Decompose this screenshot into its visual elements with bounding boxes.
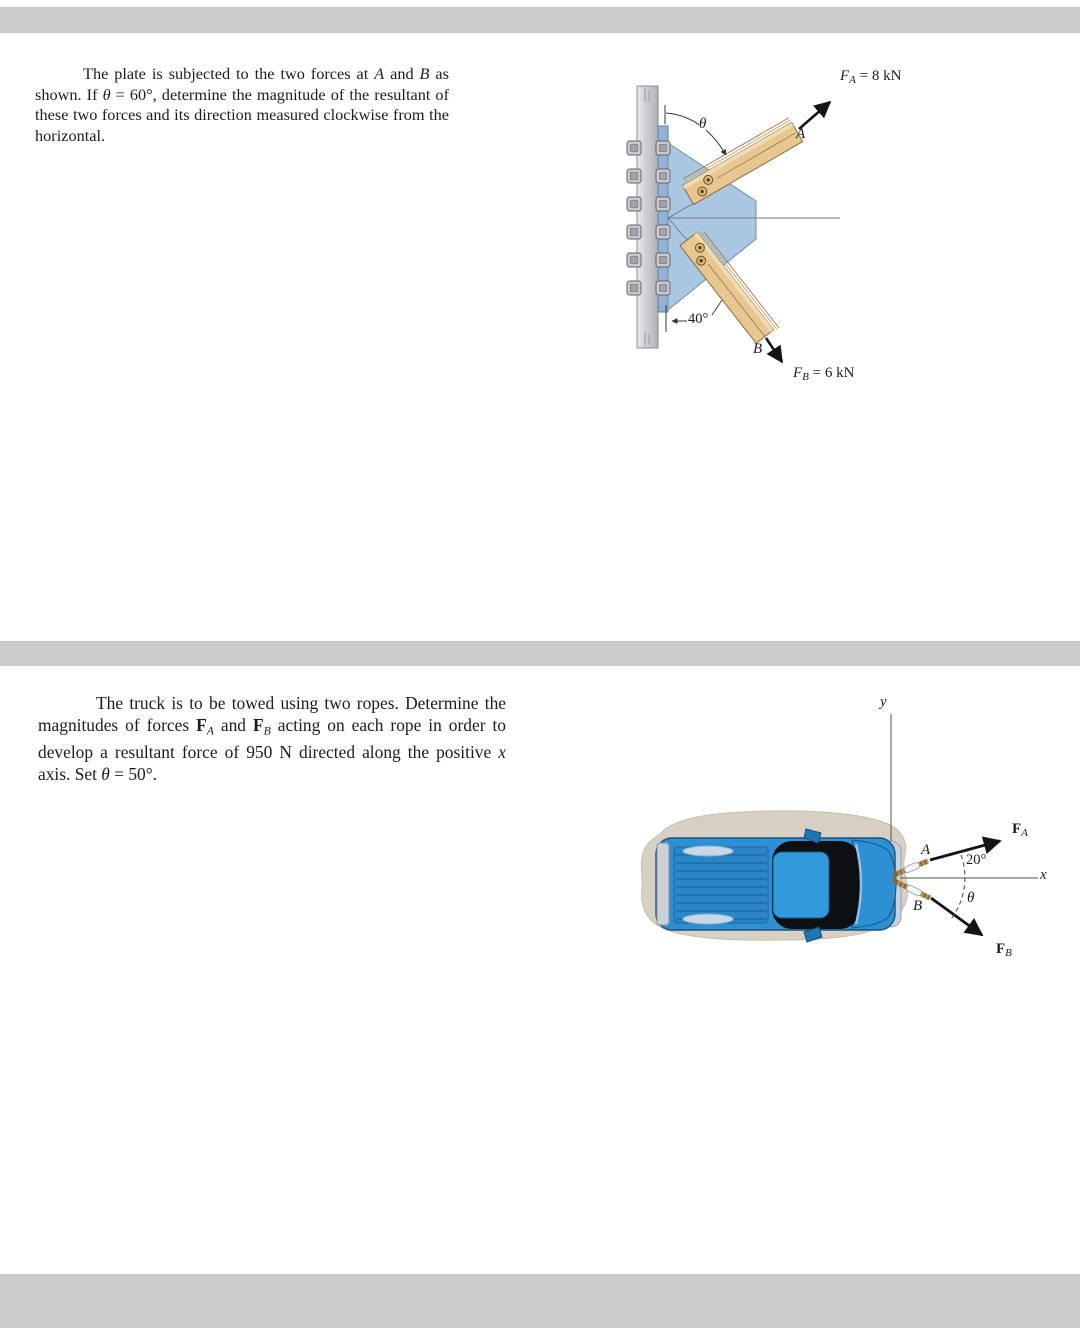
plate-figure <box>600 58 900 398</box>
p2-seg5: = 50°. <box>109 764 158 785</box>
p2-fa-sub: A <box>206 723 214 738</box>
p2-var-x: x <box>498 742 506 763</box>
angle-arc <box>951 855 965 919</box>
force-a-arrow <box>930 841 1000 860</box>
force-b-value-label <box>793 365 854 383</box>
wall-column <box>637 86 658 348</box>
fa-subscript: A <box>1021 827 1028 840</box>
middle-divider-band <box>0 641 1080 666</box>
p2-seg2: and <box>213 715 253 735</box>
p2-fb-symbol: F <box>252 715 264 735</box>
fb-subscript: B <box>802 371 809 384</box>
angle-20-label: 20° <box>966 852 987 868</box>
force-a-arrow <box>799 102 830 129</box>
p1-seg4: = 60°, determine the magnitude of the resultant of these two forces and its direction measured clockwise from the horizontal. <box>35 84 449 146</box>
theta-label: θ <box>699 116 707 132</box>
fa-value: = 8 kN <box>855 68 902 84</box>
truck-figure <box>630 692 1070 982</box>
rope-a-connector <box>903 862 920 874</box>
plate-figure-svg <box>600 58 900 398</box>
fb-value: = 6 kN <box>808 365 855 381</box>
tailgate <box>657 843 669 925</box>
p2-seg3: acting on each rope in order to develop a resultant force of 950 N directed along the positive <box>38 715 506 763</box>
problem-1-statement <box>35 64 449 147</box>
p1-seg3: as shown. If <box>35 64 449 104</box>
y-axis-label: y <box>880 694 887 710</box>
x-axis-label: x <box>1040 867 1047 883</box>
cab-roof <box>773 852 829 918</box>
fb-subscript: B <box>1005 947 1012 960</box>
top-divider-band <box>0 7 1080 33</box>
point-a-label: A <box>796 126 806 142</box>
rope-knot-2 <box>892 878 897 883</box>
theta-label: θ <box>967 890 975 906</box>
bottom-divider-band <box>0 1274 1080 1328</box>
rope-knot <box>892 872 897 877</box>
force-b-label <box>996 941 1012 959</box>
force-a-value-label <box>840 68 901 86</box>
p2-fa-symbol: F <box>196 715 207 735</box>
force-b-arrow <box>766 338 782 362</box>
fb-symbol: F <box>793 365 803 381</box>
problem-2-statement <box>38 692 506 785</box>
fa-symbol: F <box>1012 821 1022 837</box>
fa-subscript: A <box>849 74 856 87</box>
force-a-label <box>1012 821 1028 839</box>
angle-40-leader <box>712 300 722 315</box>
truck-figure-svg <box>630 692 1070 982</box>
p1-var-a: A <box>374 64 385 83</box>
p1-seg1: The plate is subjected to the two forces at <box>83 64 375 83</box>
p1-var-b: B <box>419 64 430 83</box>
p2-seg1: The truck is to be towed using two ropes. Determine the magnitudes of forces <box>38 693 506 735</box>
fa-symbol: F <box>840 68 850 84</box>
p2-fb-sub: B <box>263 723 271 738</box>
angle-40-label: 40° <box>688 311 709 327</box>
fb-symbol: F <box>996 941 1006 957</box>
point-a-label: A <box>921 842 931 858</box>
p1-var-theta: θ <box>102 84 111 104</box>
p2-var-theta: θ <box>101 764 110 785</box>
bed-handle-bottom <box>683 914 733 924</box>
bed-handle-top <box>683 846 733 856</box>
point-b-label: B <box>753 341 763 357</box>
p1-seg2: and <box>384 64 420 83</box>
p2-seg4: axis. Set <box>38 764 102 785</box>
point-b-label: B <box>913 898 923 914</box>
